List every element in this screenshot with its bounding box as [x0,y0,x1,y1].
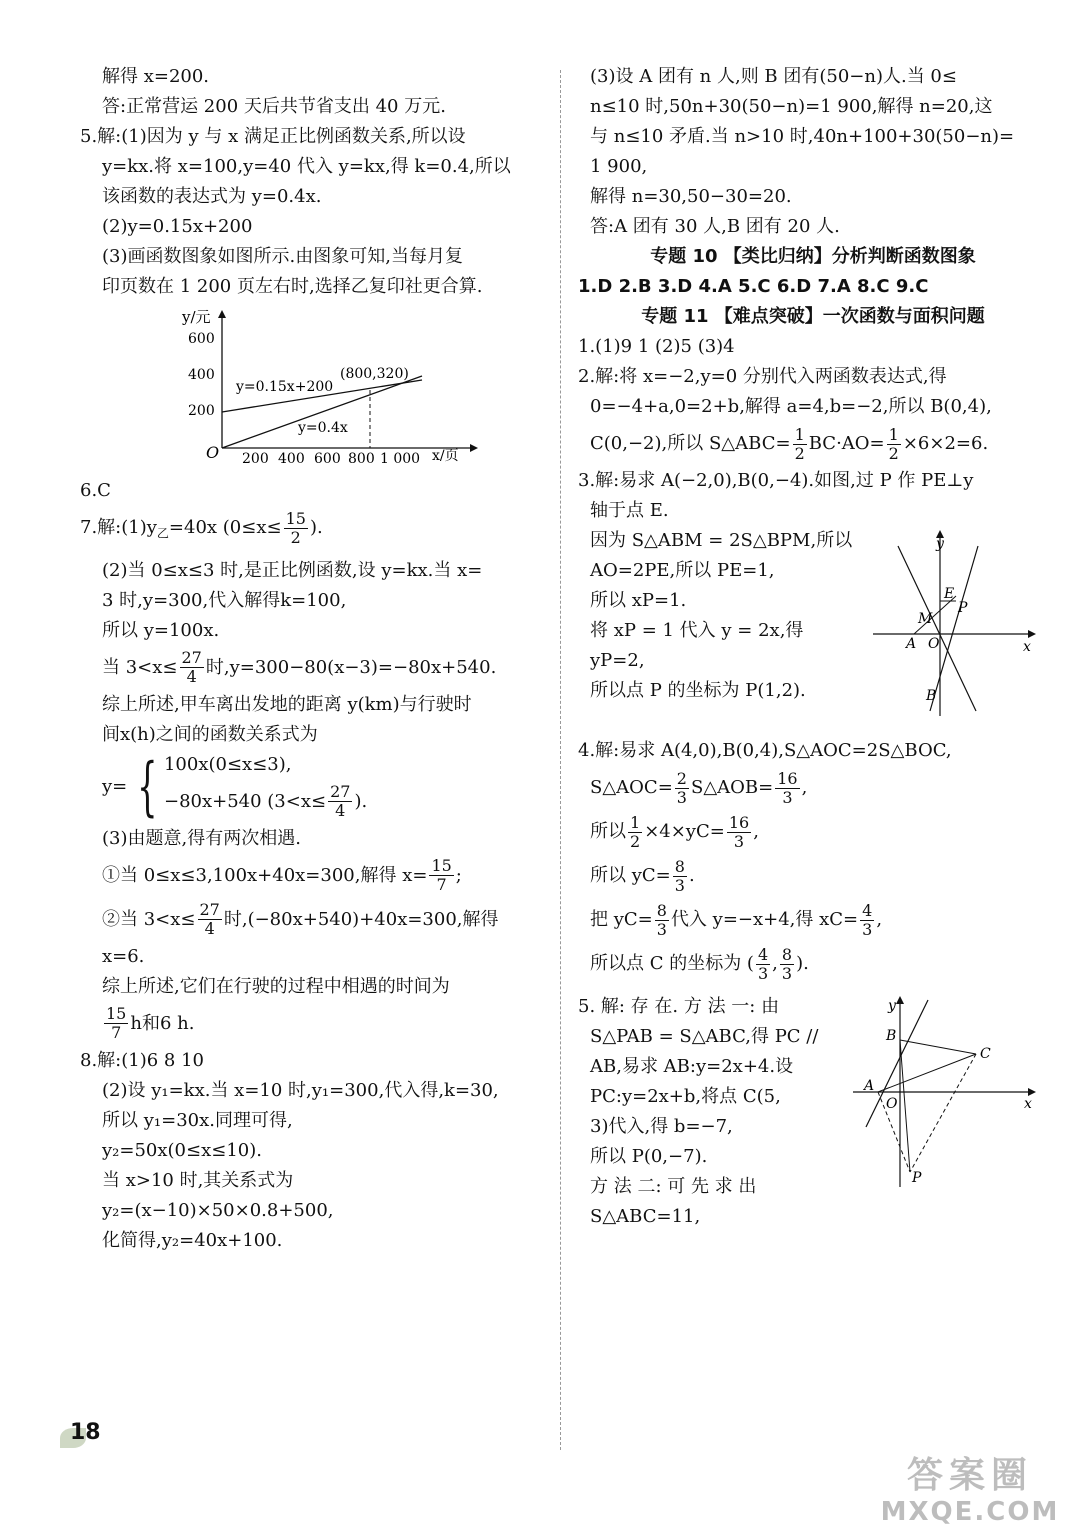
text-line: 解得 x=200. [102,66,210,87]
text-line: ②当 3<x≤ $\frac{27}{4}$ 时,(−80x+540)+40x=300,解得 [102,900,499,939]
text-line: (2)当 0≤x≤3 时,是正比例函数,设 y=kx.当 x= [102,559,483,581]
fraction: $\frac{27}{4}$ [181,648,202,687]
x-tick: 800 [348,451,375,467]
svg-text:O: O [928,636,940,652]
text-line: n≤10 时,50n+30(50−n)=1 900,解得 n=20,这 [590,96,993,117]
text-line: 与 n≤10 矛盾.当 n>10 时,40n+100+30(50−n)= [590,126,1015,147]
x-axis-label: x/页 [432,448,459,464]
y-tick: 400 [188,367,215,383]
text-line: $\frac{15}{7}$ h和6 h. [106,1004,195,1043]
x-tick: 400 [278,451,305,467]
svg-text:y: y [936,536,944,552]
text-line: ①当 0≤x≤3,100x+40x=300,解得 x= $\frac{15}{7}$ ; [102,856,462,895]
fraction: $\frac{1}{2}$ [888,424,899,463]
question-1: 1.(1)9 1 (2)5 (3)4 [578,336,735,357]
y-tick: 600 [188,331,215,347]
text-line: (3)画函数图象如图所示.由图象可知,当每月复 [102,246,463,267]
line2-label: y=0.4x [298,420,348,436]
question-3-body: 因为 S△ABM = 2S△BPM,所以 AO=2PE,所以 PE=1, 所以 xP=1. 将 xP = 1 代入 y = 2x,得 yP=2, 所以点 P 的坐标为 P(1,2). y x A O B M E P [578,526,1048,736]
right-column [578,62,1048,1242]
fraction: $\frac{1}{2}$ [630,812,641,851]
origin-label: O [206,443,220,462]
intersection-label: (800,320) [340,366,409,382]
text-line: 1 900, [590,156,648,177]
fraction: $\frac{2}{3}$ [676,768,687,807]
text-line: 答:A 团有 30 人,B 团有 20 人. [590,216,840,237]
text-line: 所以 y=100x. [102,619,220,641]
function-graph [180,308,480,468]
svg-text:O: O [886,1096,898,1112]
text-line: y₂=50x(0≤x≤10). [102,1139,262,1161]
text-line: 所以点 C 的坐标为 ( $\frac{4}{3}$ , $\frac{8}{3}$ ). [590,944,809,983]
fraction: $\frac{27}{4}$ [199,900,220,939]
fraction: $\frac{8}{3}$ [674,856,685,895]
text-line: 化简得,y₂=40x+100. [102,1229,283,1251]
text-line: 把 yC= $\frac{8}{3}$ 代入 y=−x+4,得 xC= $\frac{4}{3}$ , [590,900,883,939]
svg-text:B: B [926,688,937,704]
fraction: $\frac{4}{3}$ [757,944,769,983]
line1-label: y=0.15x+200 [236,379,334,395]
svg-text:y: y [888,998,896,1014]
fraction: $\frac{8}{3}$ [656,900,667,939]
coordinate-diagram-3 [848,992,1038,1192]
text-line: 综上所述,甲车离出发地的距离 y(km)与行驶时 [102,693,472,715]
text-line: S△AOC= $\frac{2}{3}$ S△AOB= $\frac{16}{3}$ , [590,768,808,807]
page-number: 18 [70,1420,101,1445]
svg-text:x: x [1023,639,1031,655]
text-line: y=kx.将 x=100,y=40 代入 y=kx,得 k=0.4,所以 [102,156,511,177]
fraction: $\frac{8}{3}$ [781,944,793,983]
text-line: 当 x>10 时,其关系式为 [102,1169,294,1191]
fraction: $\frac{16}{3}$ [777,768,798,807]
section-title-11: 专题 11 【难点突破】一次函数与面积问题 [641,306,985,327]
svg-text:B: B [886,1028,897,1044]
section-title-10: 专题 10 【类比归纳】分析判断函数图象 [650,246,976,267]
text-line: y₂=(x−10)×50×0.8+500, [102,1199,334,1221]
question-2: 2.解:将 x=−2,y=0 分别代入两函数表达式,得 [578,366,947,387]
text-line: (3)设 A 团有 n 人,则 B 团有(50−n)人.当 0≤ [590,66,957,87]
text-line: 答:正常营运 200 天后共节省支出 40 万元. [102,96,446,117]
text-line: 当 3<x≤ $\frac{27}{4}$ 时,y=300−80(x−3)=−80x+540. [102,648,497,687]
fraction: $\frac{27}{4}$ [330,782,351,821]
y-axis-label: y/元 [182,308,211,326]
text-line: 间x(h)之间的函数关系式为 [102,723,318,745]
svg-text:P: P [912,1170,922,1186]
text-line: (3)由题意,得有两次相遇. [102,827,301,849]
watermark: 答案圈 MXQE.COM [880,1455,1060,1527]
fraction: $\frac{4}{3}$ [862,900,873,939]
text-line: (2)设 y₁=kx.当 x=10 时,y₁=300,代入得,k=30, [102,1079,499,1101]
y-tick: 200 [188,403,215,419]
svg-text:A: A [906,636,917,652]
fraction: $\frac{16}{3}$ [728,812,750,851]
x-tick: 200 [242,451,269,467]
fraction: $\frac{15}{7}$ [431,856,452,895]
fraction: $\frac{15}{2}$ [285,508,306,547]
problem-7: 7.解$:(1)y_乙=40x$ (0≤x≤ $\frac{15}{2}$ ). [80,508,323,547]
fraction: $\frac{15}{7}$ [106,1004,127,1043]
svg-text:E: E [944,586,955,602]
question-3: 3.解:易求 A(−2,0),B(0,−4).如图,过 P 作 PE⊥y [578,470,974,491]
svg-text:A: A [864,1078,875,1094]
left-column [80,62,550,1256]
text-line: C(0,−2),所以 S△ABC= $\frac{1}{2}$ BC·AO= $\frac{1}{2}$ ×6×2=6. [590,424,989,463]
question-5-body: 5. 解: 存 在. 方 法 一: 由 S△PAB = S△ABC,得 PC // AB,易求 AB:y=2x+4.设 PC:y=2x+b,将点 C(5, 3)代入,得 b=−7, 所以 P(0,−7). 方 法 二: 可 先 求 出 S△ABC=11, y x A O B C P [578,992,1048,1242]
text-line: 解得 n=30,50−30=20. [590,186,792,207]
svg-text:C: C [980,1046,991,1062]
text-line: 3 时,y=300,代入解得k=100, [102,589,347,611]
text-line: x=6. [102,945,145,967]
coordinate-diagram-2 [868,526,1038,716]
answers-10: 1.D 2.B 3.D 4.A 5.C 6.D 7.A 8.C 9.C [578,276,929,297]
svg-text:x: x [1024,1096,1032,1112]
problem-6: 6.C [80,480,111,501]
text-line: 所以 y₁=30x.同理可得, [102,1109,293,1131]
problem-5: 5.解:(1)因为 y 与 x 满足正比例函数关系,所以设 [80,126,466,147]
text-line: 所以 $\frac{1}{2}$ ×4×yC= $\frac{16}{3}$ , [590,812,759,851]
text-line: (2)y=0.15x+200 [102,216,253,237]
svg-text:M: M [918,611,933,627]
column-divider [560,70,561,1450]
x-tick: 600 [314,451,341,467]
text-line: 轴于点 E. [590,500,669,521]
problem-8: 8.解:(1)6 8 10 [80,1049,204,1071]
svg-text:P: P [958,600,968,616]
piecewise-function: y= { 100x(0≤x≤3), −80x+540 (3<x≤ $\frac{27}{4}$ ). [102,749,368,824]
fraction: $\frac{1}{2}$ [794,424,805,463]
text-line: 0=−4+a,0=2+b,解得 a=4,b=−2,所以 B(0,4), [590,396,992,417]
question-4: 4.解:易求 A(4,0),B(0,4),S△AOC=2S△BOC, [578,740,952,761]
text-line: 该函数的表达式为 y=0.4x. [102,186,322,207]
text-line: 印页数在 1 200 页左右时,选择乙复印社更合算. [102,276,483,297]
x-tick: 1 000 [380,451,421,467]
text-line: 所以 yC= $\frac{8}{3}$ . [590,856,695,895]
text-line: 综上所述,它们在行驶的过程中相遇的时间为 [102,975,450,997]
